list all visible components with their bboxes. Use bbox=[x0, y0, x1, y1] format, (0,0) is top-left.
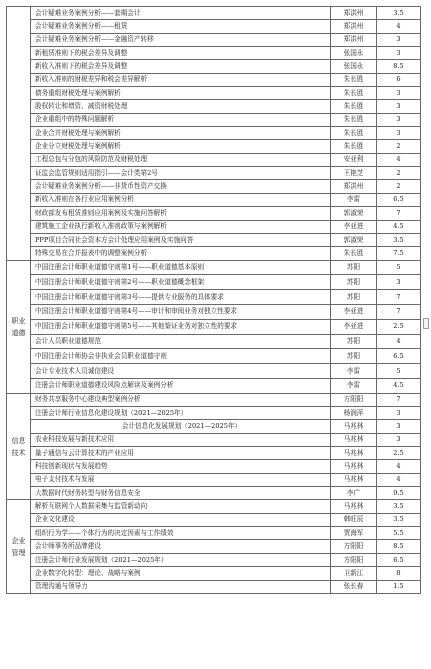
table-row bbox=[7, 580, 421, 593]
table-row bbox=[7, 393, 421, 406]
credit-cell: 4.5 bbox=[377, 220, 421, 233]
credit-cell: 2 bbox=[377, 167, 421, 180]
credit-cell: 3 bbox=[377, 87, 421, 100]
table-row bbox=[7, 473, 421, 486]
author-cell: 韩旺辰 bbox=[331, 513, 377, 526]
credit-cell: 3.5 bbox=[377, 7, 421, 20]
author-cell: 马兆林 bbox=[331, 500, 377, 513]
course-name-cell: 量子通信与云计算技术的产业应用 bbox=[31, 447, 331, 460]
credit-cell: 5 bbox=[377, 364, 421, 379]
credit-cell: 6 bbox=[377, 73, 421, 86]
author-cell: 朱长胜 bbox=[331, 247, 377, 260]
course-name-cell: 大数据时代财务转型与财务信息安全 bbox=[31, 487, 331, 500]
credit-cell: 2.5 bbox=[377, 319, 421, 334]
author-cell: 朱长胜 bbox=[331, 127, 377, 140]
course-name-cell: 工程总包与分包的风险防范及财税处理 bbox=[31, 153, 331, 166]
author-cell: 马兆林 bbox=[331, 420, 377, 433]
table-row bbox=[7, 349, 421, 364]
author-cell: 李雷 bbox=[331, 378, 377, 393]
course-name-cell: 会计专业技术人员诚信建设 bbox=[31, 364, 331, 379]
credit-cell: 3.5 bbox=[377, 500, 421, 513]
table-row bbox=[7, 275, 421, 290]
author-cell: 李亚进 bbox=[331, 220, 377, 233]
course-name-cell: PPP项目合同社会资本方会计处理应用案例及实施问答 bbox=[31, 233, 331, 246]
course-name-cell: 债务重组财税处理与案例解析 bbox=[31, 87, 331, 100]
credit-cell: 2.5 bbox=[377, 447, 421, 460]
credit-cell: 3 bbox=[377, 100, 421, 113]
author-cell: 郑洪州 bbox=[331, 180, 377, 193]
course-name-cell: 中国注册会计师职业道德守则第5号——其他鉴证业务对独立性的要求 bbox=[31, 319, 331, 334]
credit-cell: 7 bbox=[377, 393, 421, 406]
credit-cell: 4 bbox=[377, 153, 421, 166]
course-name-cell: 企业分立财税处理与案例解析 bbox=[31, 140, 331, 153]
course-name-cell: 科技创新现状与发展趋势 bbox=[31, 460, 331, 473]
course-name-cell: 中国注册会计师职业道德守则第1号——职业道德基本原则 bbox=[31, 260, 331, 275]
table-row bbox=[7, 540, 421, 553]
author-cell: 方阳阳 bbox=[331, 393, 377, 406]
author-cell: 郭淑荣 bbox=[331, 233, 377, 246]
author-cell: 苏阳 bbox=[331, 290, 377, 305]
author-cell: 郑洪州 bbox=[331, 33, 377, 46]
table-row bbox=[7, 100, 421, 113]
course-name-cell: 财务共享服务中心建设典型案例分析 bbox=[31, 393, 331, 406]
course-name-cell: 解析互联网个人数据采集与监管新动向 bbox=[31, 500, 331, 513]
author-cell: 王艳芝 bbox=[331, 167, 377, 180]
course-name-cell: 组织行为学——个体行为的决定因素与工作绩效 bbox=[31, 527, 331, 540]
course-name-cell: 注册会计师行业发展规划（2021—2025年） bbox=[31, 553, 331, 566]
table-row bbox=[7, 319, 421, 334]
author-cell: 李雷 bbox=[331, 364, 377, 379]
course-name-cell: 会计疑难业务案例分析——租赁 bbox=[31, 20, 331, 33]
table-row bbox=[7, 233, 421, 246]
table-row bbox=[7, 500, 421, 513]
credit-cell: 3 bbox=[377, 407, 421, 420]
table-row bbox=[7, 260, 421, 275]
credit-cell: 5 bbox=[377, 260, 421, 275]
table-row bbox=[7, 247, 421, 260]
table-row bbox=[7, 378, 421, 393]
author-cell: 朱长胜 bbox=[331, 100, 377, 113]
credit-cell: 4 bbox=[377, 460, 421, 473]
author-cell: 李广 bbox=[331, 487, 377, 500]
table-row bbox=[7, 7, 421, 20]
course-name-cell: 会计疑难业务案例分析——非货币性资产交换 bbox=[31, 180, 331, 193]
credit-cell: 4 bbox=[377, 473, 421, 486]
table-row bbox=[7, 47, 421, 60]
table-row bbox=[7, 167, 421, 180]
table-row bbox=[7, 553, 421, 566]
course-table bbox=[6, 6, 421, 594]
credit-cell: 1.5 bbox=[377, 580, 421, 593]
credit-cell: 7 bbox=[377, 290, 421, 305]
credit-cell: 3.5 bbox=[377, 513, 421, 526]
author-cell: 朱长胜 bbox=[331, 140, 377, 153]
category-cell: 信息技术 bbox=[7, 393, 31, 500]
table-row bbox=[7, 193, 421, 206]
table-row bbox=[7, 127, 421, 140]
table-row bbox=[7, 180, 421, 193]
table-row bbox=[7, 73, 421, 86]
course-name-cell: 注册会计师行业信息化建设规划（2021—2025年） bbox=[31, 407, 331, 420]
author-cell: 张国永 bbox=[331, 47, 377, 60]
table-row bbox=[7, 290, 421, 305]
category-cell bbox=[7, 7, 31, 261]
course-name-cell: 建筑施工企业执行新收入准则政策与案例解析 bbox=[31, 220, 331, 233]
table-row bbox=[7, 513, 421, 526]
credit-cell: 6.5 bbox=[377, 193, 421, 206]
course-name-cell: 新收入准则在各行业应用案例分析 bbox=[31, 193, 331, 206]
course-name-cell: 会计师事务所品牌建设 bbox=[31, 540, 331, 553]
credit-cell: 3 bbox=[377, 420, 421, 433]
course-name-cell: 股权转让和增资、减资财税处理 bbox=[31, 100, 331, 113]
course-name-cell: 注册会计师职业道德建设风险点解读及案例分析 bbox=[31, 378, 331, 393]
credit-cell: 4 bbox=[377, 20, 421, 33]
credit-cell: 6.5 bbox=[377, 349, 421, 364]
table-row bbox=[7, 140, 421, 153]
course-name-cell: 特殊交易在合并报表中的调整案例分析 bbox=[31, 247, 331, 260]
table-row bbox=[7, 420, 421, 433]
credit-cell: 7 bbox=[377, 207, 421, 220]
table-row bbox=[7, 460, 421, 473]
author-cell: 马兆林 bbox=[331, 433, 377, 446]
table-row bbox=[7, 567, 421, 580]
credit-cell: 8.5 bbox=[377, 540, 421, 553]
course-name-cell: 中国注册会计师职业道德守则第3号——提供专业服务的具体要求 bbox=[31, 290, 331, 305]
author-cell: 苏阳 bbox=[331, 334, 377, 349]
credit-cell: 4.5 bbox=[377, 378, 421, 393]
credit-cell: 3 bbox=[377, 47, 421, 60]
author-cell: 马兆林 bbox=[331, 460, 377, 473]
author-cell: 贾海军 bbox=[331, 527, 377, 540]
credit-cell: 3 bbox=[377, 33, 421, 46]
course-name-cell: 新收入准则下的税会差异及调整 bbox=[31, 60, 331, 73]
course-name-cell: 农业科技发展与新技术应用 bbox=[31, 433, 331, 446]
author-cell: 安亚利 bbox=[331, 153, 377, 166]
course-name-cell: 中国注册会计师职业道德守则第2号——职业道德概念框架 bbox=[31, 275, 331, 290]
credit-cell: 7 bbox=[377, 304, 421, 319]
author-cell: 郭淑荣 bbox=[331, 207, 377, 220]
credit-cell: 5.5 bbox=[377, 527, 421, 540]
author-cell: 朱长胜 bbox=[331, 73, 377, 86]
course-name-cell: 电子支付技术与发展 bbox=[31, 473, 331, 486]
edge-marker bbox=[423, 318, 429, 329]
credit-cell: 2 bbox=[377, 140, 421, 153]
author-cell: 郑洪州 bbox=[331, 20, 377, 33]
credit-cell: 3 bbox=[377, 433, 421, 446]
author-cell: 朱长胜 bbox=[331, 113, 377, 126]
credit-cell: 3 bbox=[377, 127, 421, 140]
credit-cell: 3 bbox=[377, 113, 421, 126]
table-row bbox=[7, 334, 421, 349]
table-row bbox=[7, 364, 421, 379]
table-row bbox=[7, 433, 421, 446]
course-name-cell: 新租赁准则下的税会差异及调整 bbox=[31, 47, 331, 60]
course-name-cell: 企业重组中的特殊问题解析 bbox=[31, 113, 331, 126]
credit-cell: 3.5 bbox=[377, 233, 421, 246]
course-name-cell: 企业合并财税处理与案例解析 bbox=[31, 127, 331, 140]
author-cell: 马兆林 bbox=[331, 447, 377, 460]
table-row bbox=[7, 407, 421, 420]
credit-cell: 8.5 bbox=[377, 60, 421, 73]
table-row bbox=[7, 113, 421, 126]
table-row bbox=[7, 447, 421, 460]
category-cell: 企业管理 bbox=[7, 500, 31, 593]
author-cell: 杨润萍 bbox=[331, 407, 377, 420]
table-row bbox=[7, 304, 421, 319]
credit-cell: 4 bbox=[377, 334, 421, 349]
credit-cell: 2 bbox=[377, 180, 421, 193]
author-cell: 李雷 bbox=[331, 193, 377, 206]
credit-cell: 7.5 bbox=[377, 247, 421, 260]
author-cell: 张长春 bbox=[331, 580, 377, 593]
table-row bbox=[7, 527, 421, 540]
course-name-cell: 管理沟通与领导力 bbox=[31, 580, 331, 593]
table-row bbox=[7, 153, 421, 166]
table-row bbox=[7, 220, 421, 233]
author-cell: 张国永 bbox=[331, 60, 377, 73]
author-cell: 方阳阳 bbox=[331, 553, 377, 566]
course-table-body bbox=[7, 7, 421, 594]
course-name-cell: 会计疑难业务案例分析——金融资产转移 bbox=[31, 33, 331, 46]
course-name-cell: 中国注册会计师职业道德守则第4号——审计和审阅业务对独立性要求 bbox=[31, 304, 331, 319]
table-row bbox=[7, 487, 421, 500]
table-row bbox=[7, 87, 421, 100]
author-cell: 郑洪州 bbox=[331, 7, 377, 20]
course-name-cell: 中国注册会计师协会非执业会员职业道德守则 bbox=[31, 349, 331, 364]
course-name-cell: 企业数字化转型：理论、战略与案例 bbox=[31, 567, 331, 580]
course-name-cell: 会计人员职业道德规范 bbox=[31, 334, 331, 349]
course-name-cell: 财政部发布租赁准则应用案例及实施问答解析 bbox=[31, 207, 331, 220]
author-cell: 李亚进 bbox=[331, 319, 377, 334]
credit-cell: 8 bbox=[377, 567, 421, 580]
author-cell: 苏阳 bbox=[331, 349, 377, 364]
author-cell: 朱长胜 bbox=[331, 87, 377, 100]
table-row bbox=[7, 33, 421, 46]
credit-cell: 6.5 bbox=[377, 553, 421, 566]
course-name-cell: 会计信息化发展规划（2021—2025年） bbox=[31, 420, 331, 433]
credit-cell: 3 bbox=[377, 275, 421, 290]
author-cell: 李亚进 bbox=[331, 304, 377, 319]
author-cell: 苏阳 bbox=[331, 275, 377, 290]
author-cell: 苏阳 bbox=[331, 260, 377, 275]
course-name-cell: 企业文化建设 bbox=[31, 513, 331, 526]
author-cell: 方阳阳 bbox=[331, 540, 377, 553]
course-name-cell: 证监会监管规则适用指引——会计类第2号 bbox=[31, 167, 331, 180]
course-name-cell: 会计疑难业务案例分析——套期会计 bbox=[31, 7, 331, 20]
course-name-cell: 新收入准则的财税差异和税会差异解析 bbox=[31, 73, 331, 86]
category-cell: 职业道德 bbox=[7, 260, 31, 393]
table-row bbox=[7, 60, 421, 73]
author-cell: 卫新江 bbox=[331, 567, 377, 580]
author-cell: 马兆林 bbox=[331, 473, 377, 486]
table-row bbox=[7, 20, 421, 33]
credit-cell: 9.5 bbox=[377, 487, 421, 500]
table-row bbox=[7, 207, 421, 220]
course-table-sheet bbox=[6, 6, 420, 594]
